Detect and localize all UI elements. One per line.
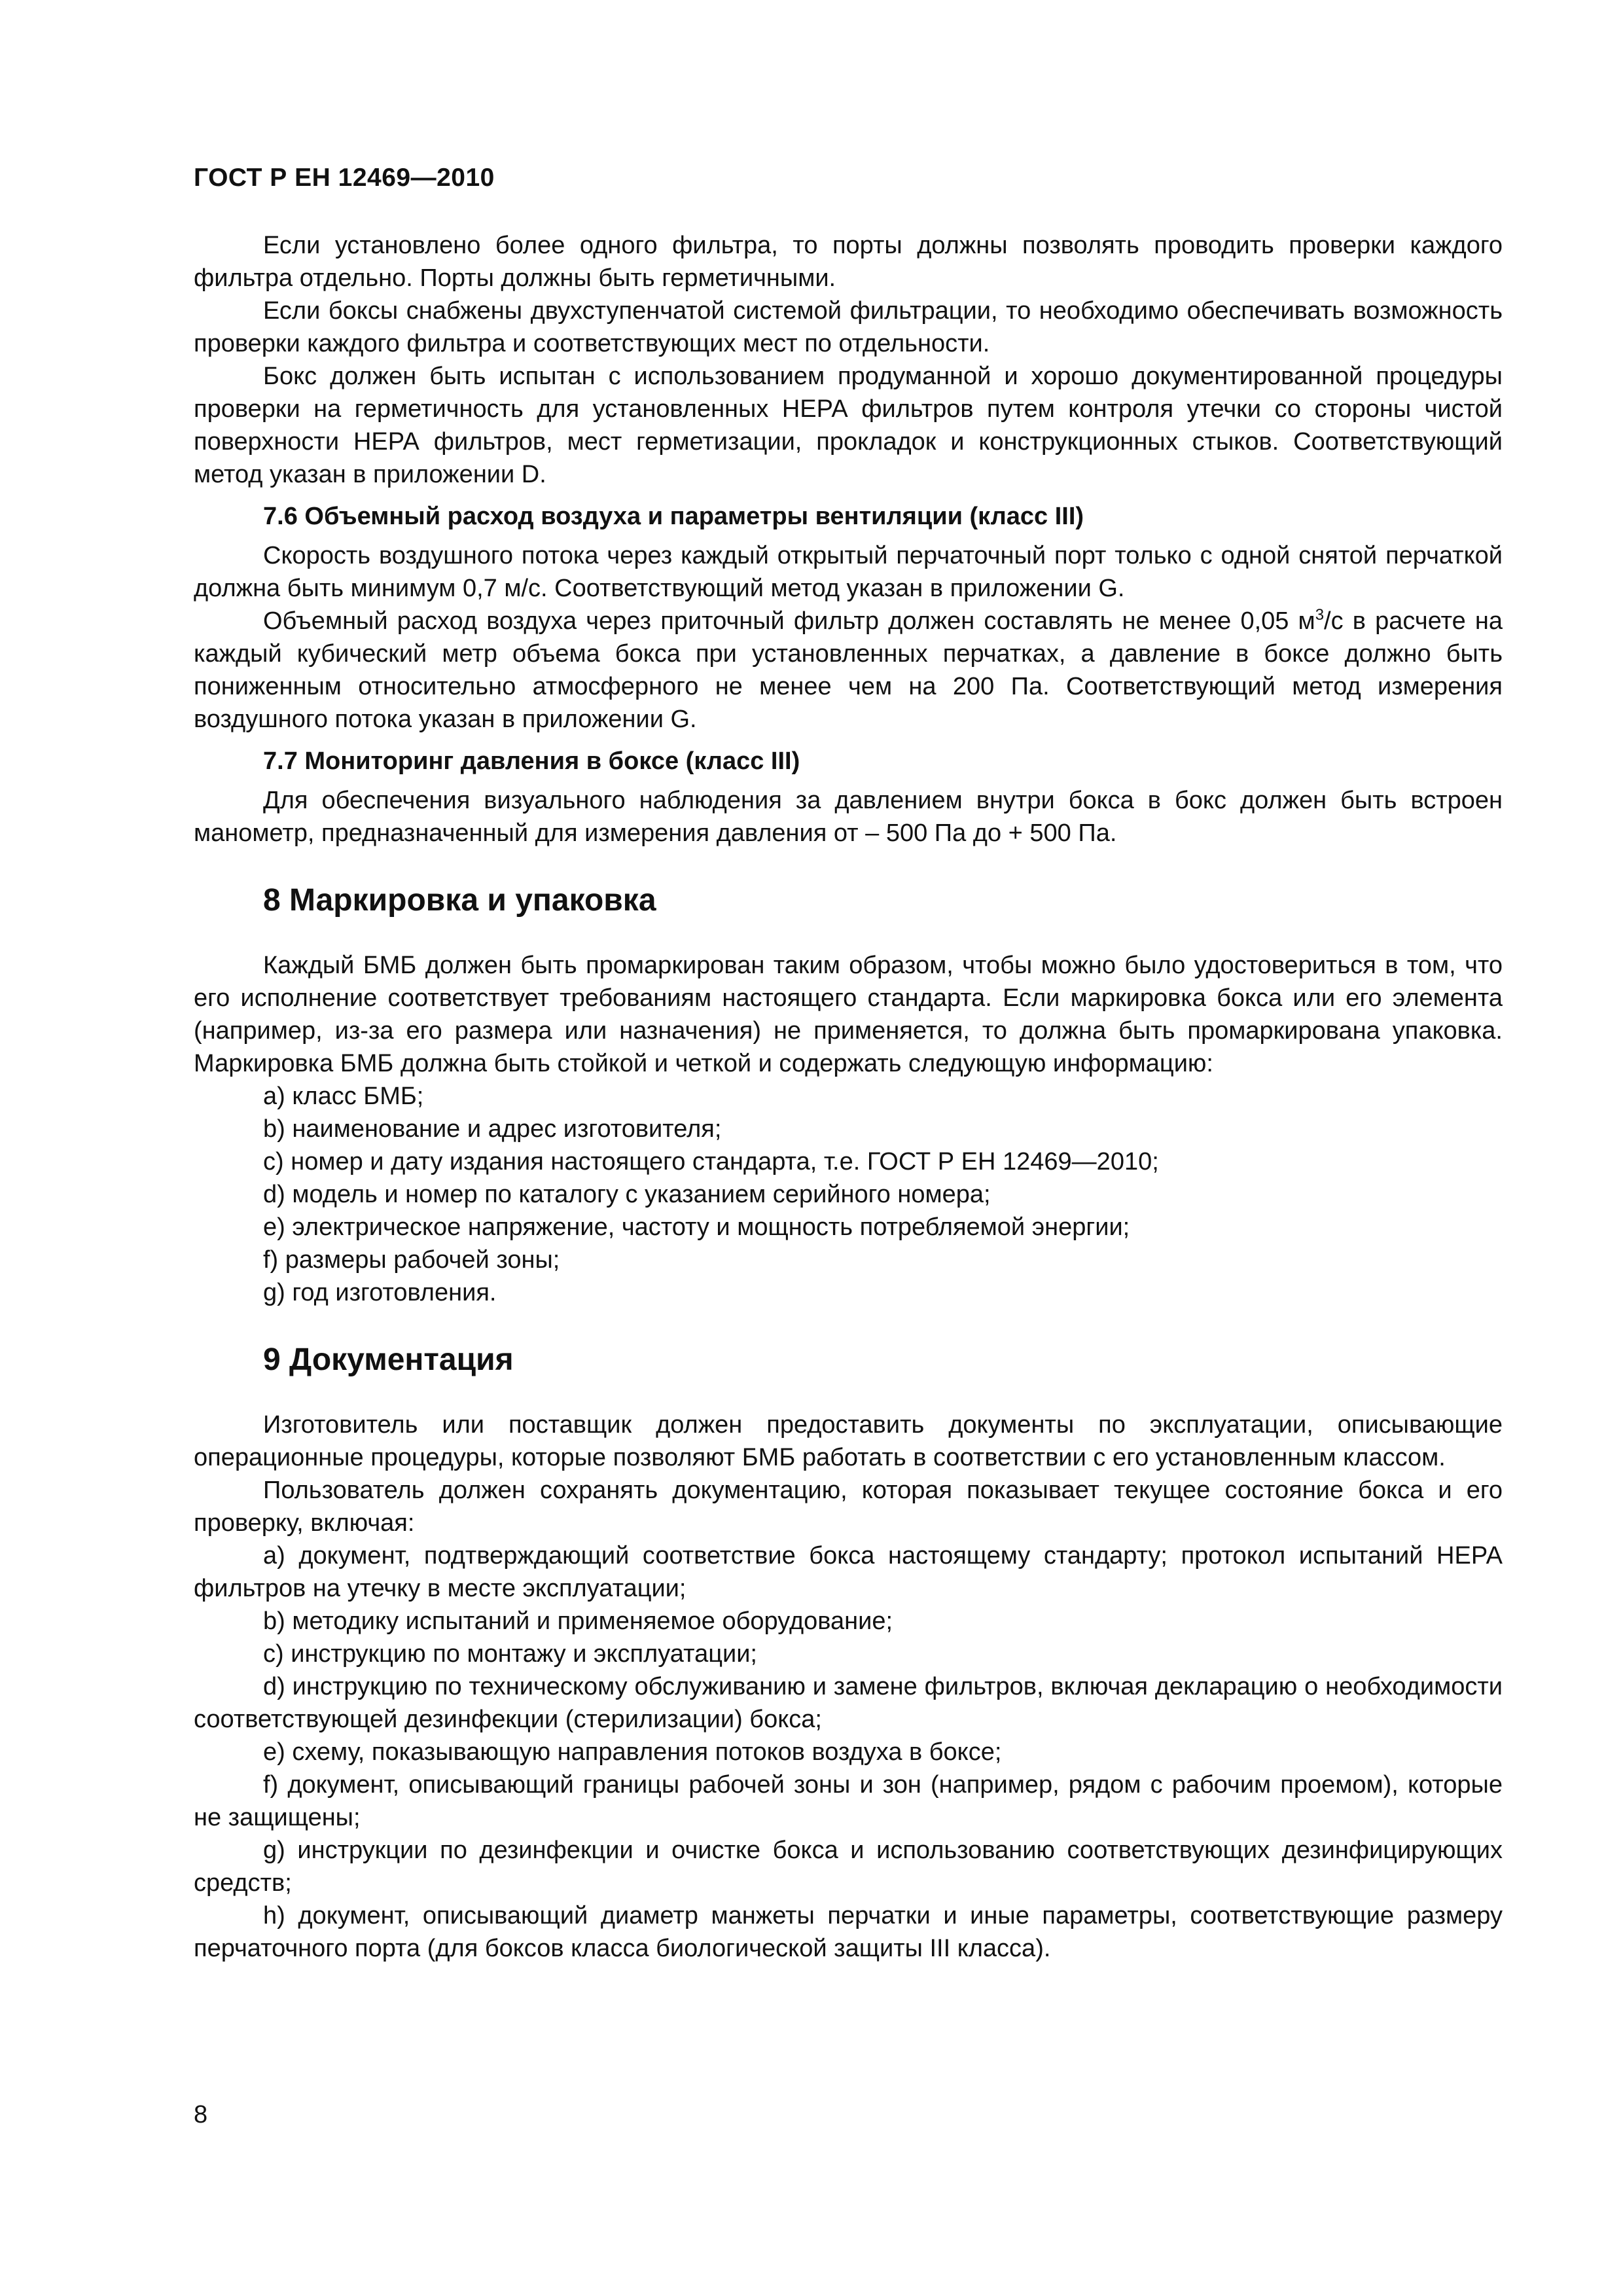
paragraph: Каждый БМБ должен быть промаркирован таким образом, чтобы можно было удостовериться в том, что его исполнение соответствует требованиям настоящего стандарта. Если маркировка бокса или его элемента (например, из-за его размера или назначения) не применяется, то должна быть промаркирована упаковка. Маркировка БМБ должна быть стойкой и четкой и содержать следующую информацию: (194, 952, 1503, 1077)
list-item: а) документ, подтверждающий соответствие бокса настоящему стандарту; протокол испытаний НЕРА фильтров на утечку в месте эксплуатации; (194, 1542, 1503, 1602)
list-item: с) инструкцию по монтажу и эксплуатации; (263, 1640, 757, 1668)
paragraph: Бокс должен быть испытан с использованием продуманной и хорошо документированной процедуры проверки на герметичность для установленных НЕРА фильтров путем контроля утечки со стороны чистой поверхности НЕРА фильтров, мест герметизации, прокладок и конструкционных стыков. Соответствующий метод указан в приложении D. (194, 363, 1503, 488)
list-item: е) схему, показывающую направления потоков воздуха в боксе; (263, 1738, 1002, 1766)
subsection-heading-7-6: 7.6 Объемный расход воздуха и параметры вентиляции (класс III) (263, 503, 1084, 530)
list-item: d) модель и номер по каталогу с указанием серийного номера; (263, 1181, 991, 1208)
list-item: е) электрическое напряжение, частоту и мощность потребляемой энергии; (263, 1213, 1130, 1241)
paragraph (194, 605, 1503, 736)
list-item: h) документ, описывающий диаметр манжеты перчатки и иные параметры, соответствующие размеру перчаточного порта (для боксов класса биологической защиты III класса). (194, 1902, 1503, 1962)
superscript: 3 (1315, 606, 1325, 624)
list-item: с) номер и дату издания настоящего стандарта, т.е. ГОСТ Р ЕН 12469—2010; (263, 1148, 1159, 1175)
section-heading-8: 8 Маркировка и упаковка (263, 883, 656, 918)
paragraph: Пользователь должен сохранять документацию, которая показывает текущее состояние бокса и его проверку, включая: (194, 1477, 1503, 1537)
paragraph: Если боксы снабжены двухступенчатой системой фильтрации, то необходимо обеспечивать возможность проверки каждого фильтра и соответствующих мест по отдельности. (194, 297, 1503, 357)
section-heading-9: 9 Документация (263, 1342, 514, 1377)
list-item: b) методику испытаний и применяемое оборудование; (263, 1607, 893, 1635)
subsection-heading-7-7: 7.7 Мониторинг давления в боксе (класс III) (263, 747, 800, 775)
document-header: ГОСТ Р ЕН 12469—2010 (194, 164, 495, 192)
paragraph: Изготовитель или поставщик должен предоставить документы по эксплуатации, описывающие операционные процедуры, которые позволяют БМБ работать в соответствии с его установленным классом. (194, 1411, 1503, 1471)
paragraph: Для обеспечения визуального наблюдения за давлением внутри бокса в бокс должен быть встроен манометр, предназначенный для измерения давления от – 500 Па до + 500 Па. (194, 787, 1503, 847)
list-item: а) класс БМБ; (263, 1083, 424, 1110)
list-item: f) документ, описывающий границы рабочей зоны и зон (например, рядом с рабочим проемом), которые не защищены; (194, 1771, 1503, 1831)
paragraph: Если установлено более одного фильтра, то порты должны позволять проводить проверки каждого фильтра отдельно. Порты должны быть герметичными. (194, 232, 1503, 292)
list-item: b) наименование и адрес изготовителя; (263, 1115, 722, 1143)
text-fragment: /с в расчете на каждый кубический метр объема бокса при установленных перчатках, а давление в боксе должно быть пониженным относительно атмосферного не менее чем на 200 Па. Соответствующий метод измерения воздушного потока указан в приложении G. (194, 607, 1503, 733)
list-item: f) размеры рабочей зоны; (263, 1246, 560, 1274)
page-number: 8 (194, 2101, 208, 2128)
page-content (194, 229, 1503, 1965)
list-item: g) инструкции по дезинфекции и очистке бокса и использованию соответствующих дезинфицирующих средств; (194, 1837, 1503, 1897)
list-item: d) инструкцию по техническому обслуживанию и замене фильтров, включая декларацию о необходимости соответствующей дезинфекции (стерилизации) бокса; (194, 1673, 1503, 1733)
paragraph: Скорость воздушного потока через каждый открытый перчаточный порт только с одной снятой перчаткой должна быть минимум 0,7 м/с. Соответствующий метод указан в приложении G. (194, 542, 1503, 602)
list-item: g) год изготовления. (263, 1279, 497, 1306)
text-fragment: Объемный расход воздуха через приточный фильтр должен составлять не менее 0,05 м (263, 607, 1315, 635)
